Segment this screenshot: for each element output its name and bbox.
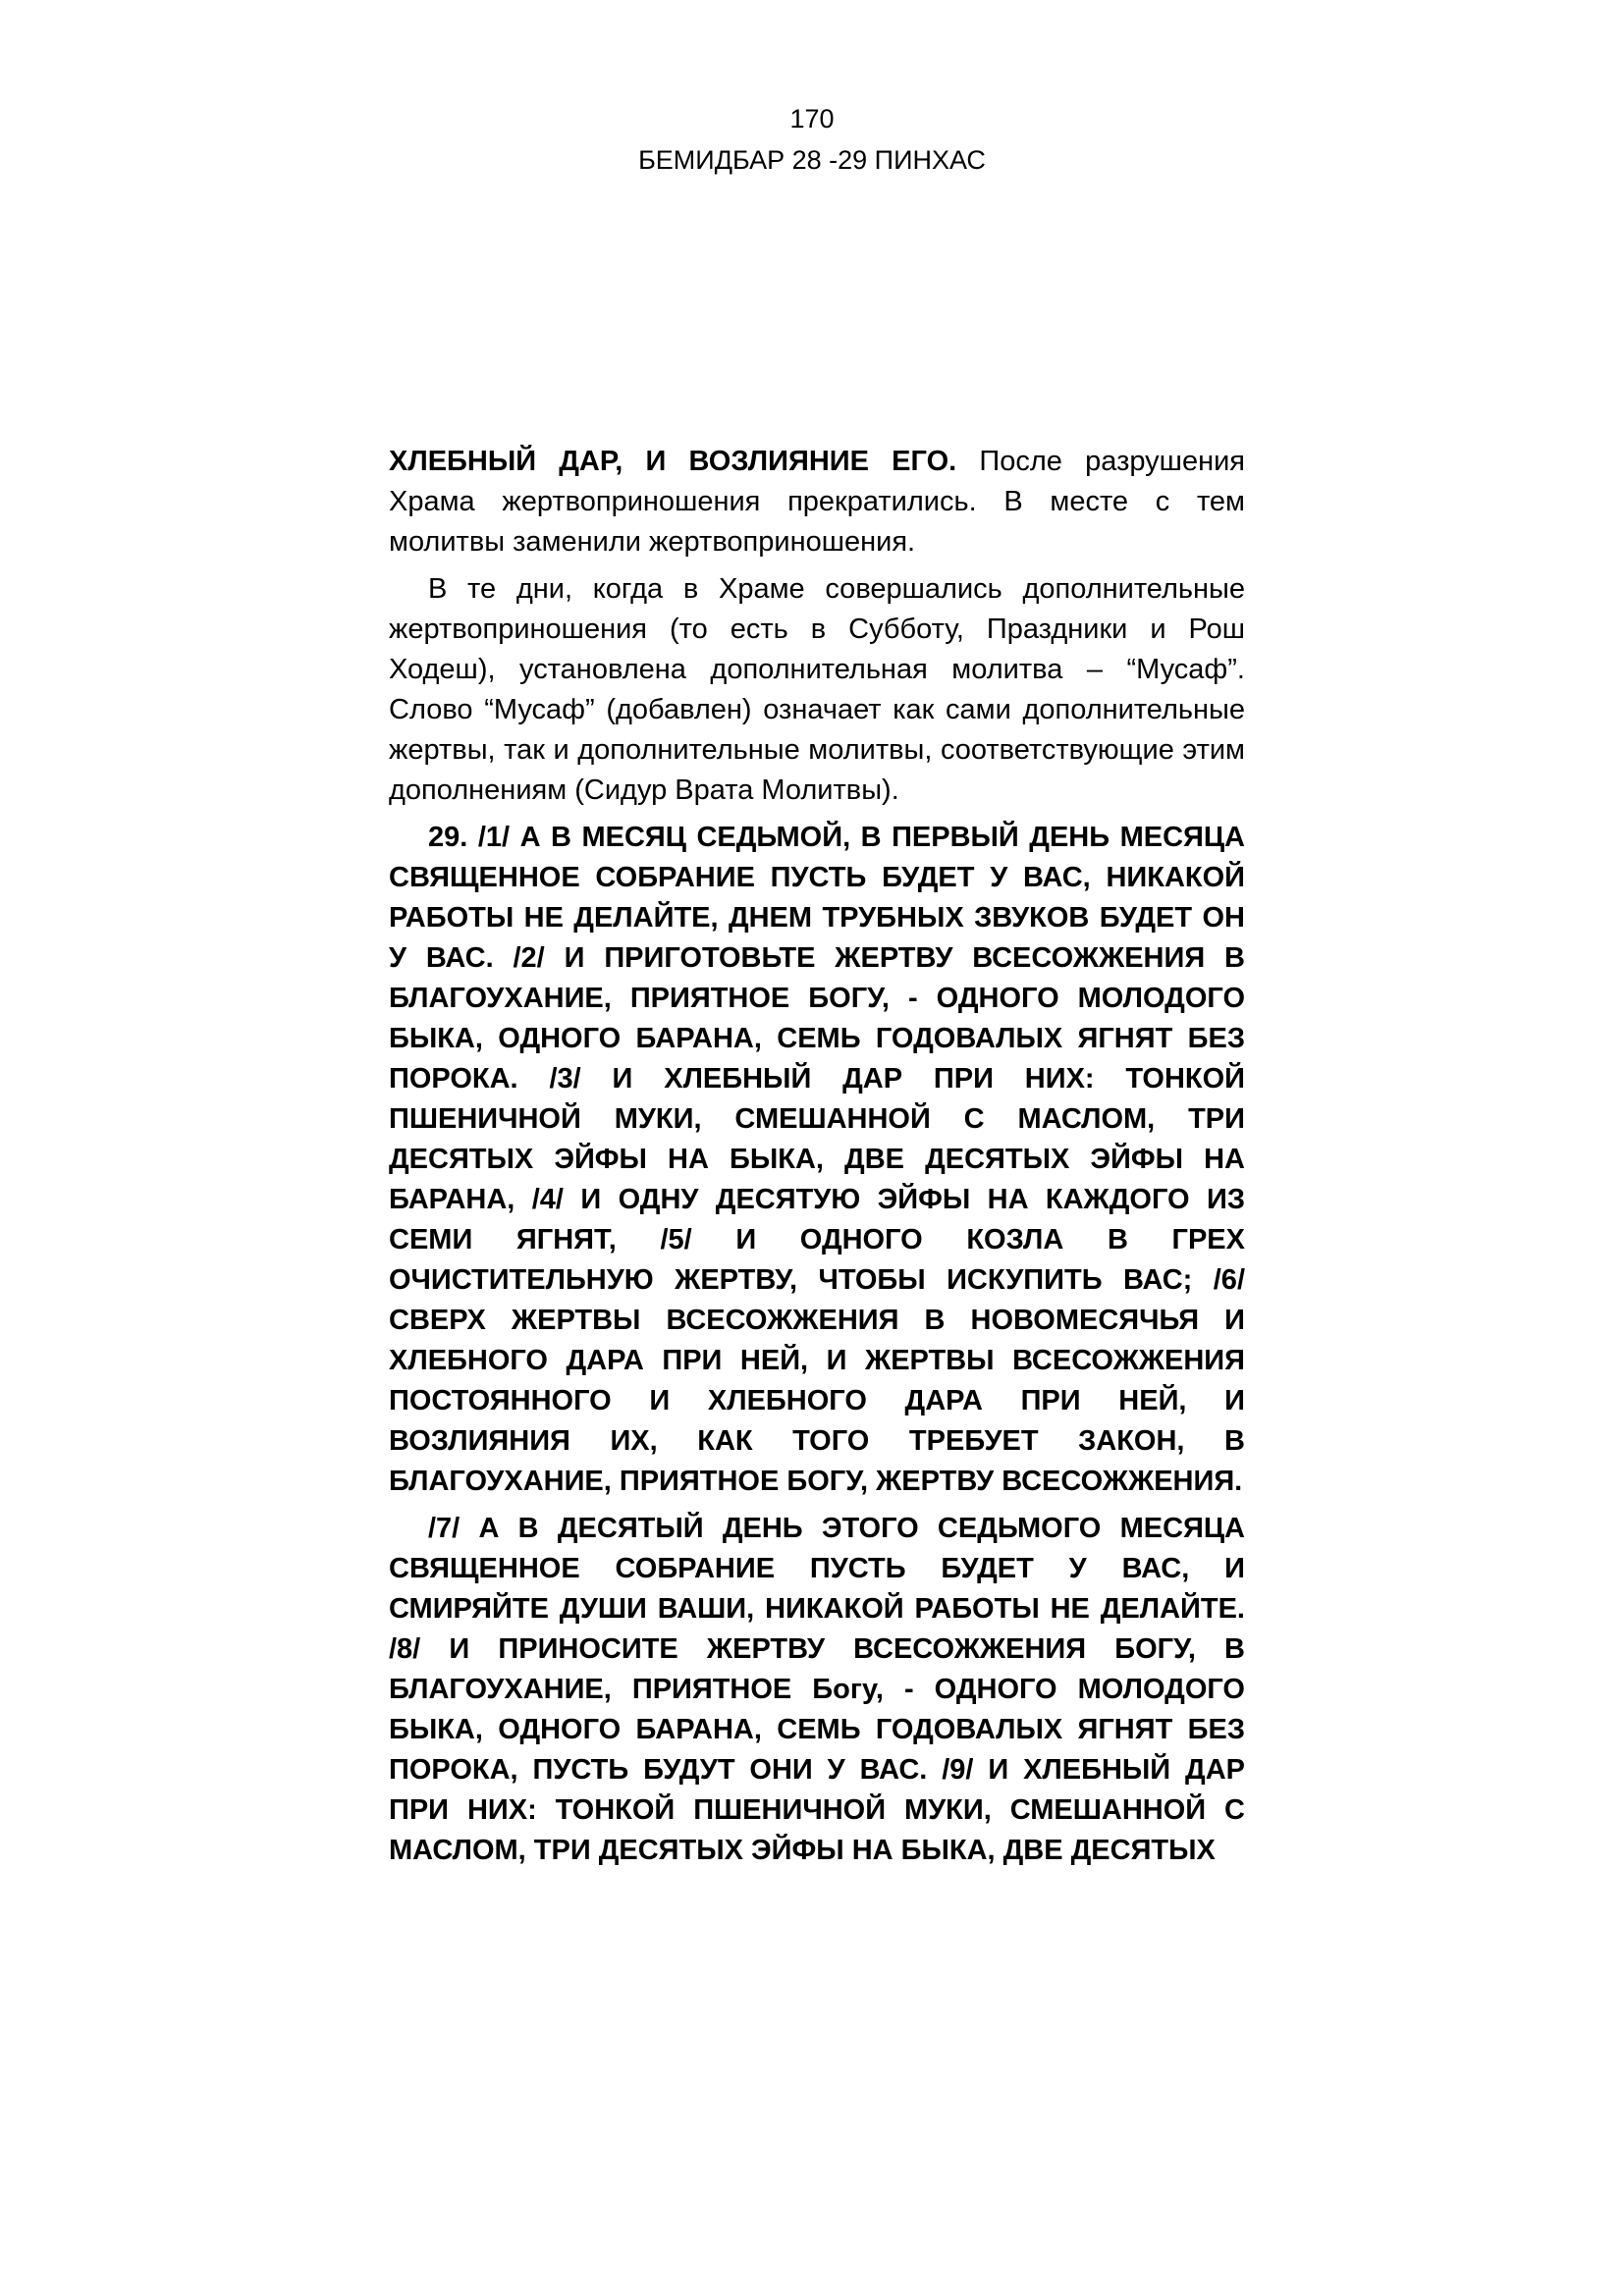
- commentary-lead: ХЛЕБНЫЙ ДАР, И ВОЗЛИЯНИЕ ЕГО.: [389, 446, 957, 477]
- commentary-paragraph-2: В те дни, когда в Храме совершались дополнительные жертвоприношения (то есть в Субботу, Праздники и Рош Ходеш), установлена дополнительная молитва – “Мусаф”. Слово “Мусаф” (добавлен) означает как сами дополнительные жертвы, так и дополнительные молитвы, соответствующие этим дополнениям (Сидур Врата Молитвы).: [389, 573, 1245, 806]
- page-header: [0, 98, 1624, 181]
- commentary-paragraph: [389, 442, 1245, 562]
- running-title: БЕМИДБАР 28 -29 ПИНХАС: [638, 145, 986, 175]
- commentary-text: После разрушения Храма жертвоприношения прекратились. В месте с тем молитвы заменили жертвоприношения.: [389, 446, 1245, 558]
- scripture-paragraph-2: /7/ А В ДЕСЯТЫЙ ДЕНЬ ЭТОГО СЕДЬМОГО МЕСЯЦА СВЯЩЕННОЕ СОБРАНИЕ ПУСТЬ БУДЕТ У ВАС, И СМИРЯЙТЕ ДУШИ ВАШИ, НИКАКОЙ РАБОТЫ НЕ ДЕЛАЙТЕ. /8/ И ПРИНОСИТЕ ЖЕРТВУ ВСЕСОЖЖЕНИЯ БОГУ, В БЛАГОУХАНИЕ, ПРИЯТНОЕ Богу, - ОДНОГО МОЛОДОГО БЫКА, ОДНОГО БАРАНА, СЕМЬ ГОДОВАЛЫХ ЯГНЯТ БЕЗ ПОРОКА, ПУСТЬ БУДУТ ОНИ У ВАС. /9/ И ХЛЕБНЫЙ ДАР ПРИ НИХ: ТОНКОЙ ПШЕНИЧНОЙ МУКИ, СМЕШАННОЙ С МАСЛОМ, ТРИ ДЕСЯТЫХ ЭЙФЫ НА БЫКА, ДВЕ ДЕСЯТЫХ: [389, 1513, 1245, 1866]
- scripture-paragraph-1: 29. /1/ А В МЕСЯЦ СЕДЬМОЙ, В ПЕРВЫЙ ДЕНЬ МЕСЯЦА СВЯЩЕННОЕ СОБРАНИЕ ПУСТЬ БУДЕТ У ВАС, НИКАКОЙ РАБОТЫ НЕ ДЕЛАЙТЕ, ДНЕМ ТРУБНЫХ ЗВУКОВ БУДЕТ ОН У ВАС. /2/ И ПРИГОТОВЬТЕ ЖЕРТВУ ВСЕСОЖЖЕНИЯ В БЛАГОУХАНИЕ, ПРИЯТНОЕ БОГУ, - ОДНОГО МОЛОДОГО БЫКА, ОДНОГО БАРАНА, СЕМЬ ГОДОВАЛЫХ ЯГНЯТ БЕЗ ПОРОКА. /3/ И ХЛЕБНЫЙ ДАР ПРИ НИХ: ТОНКОЙ ПШЕНИЧНОЙ МУКИ, СМЕШАННОЙ С МАСЛОМ, ТРИ ДЕСЯТЫХ ЭЙФЫ НА БЫКА, ДВЕ ДЕСЯТЫХ ЭЙФЫ НА БАРАНА, /4/ И ОДНУ ДЕСЯТУЮ ЭЙФЫ НА КАЖДОГО ИЗ СЕМИ ЯГНЯТ, /5/ И ОДНОГО КОЗЛА В ГРЕХ ОЧИСТИТЕЛЬНУЮ ЖЕРТВУ, ЧТОБЫ ИСКУПИТЬ ВАС; /6/ СВЕРХ ЖЕРТВЫ ВСЕСОЖЖЕНИЯ В НОВОМЕСЯЧЬЯ И ХЛЕБНОГО ДАРА ПРИ НЕЙ, И ЖЕРТВЫ ВСЕСОЖЖЕНИЯ ПОСТОЯННОГО И ХЛЕБНОГО ДАРА ПРИ НЕЙ, И ВОЗЛИЯНИЯ ИХ, КАК ТОГО ТРЕБУЕТ ЗАКОН, В БЛАГОУХАНИЕ, ПРИЯТНОЕ БОГУ, ЖЕРТВУ ВСЕСОЖЖЕНИЯ.: [389, 822, 1245, 1497]
- page-body: [389, 442, 1245, 1878]
- page-number: 170: [789, 104, 835, 133]
